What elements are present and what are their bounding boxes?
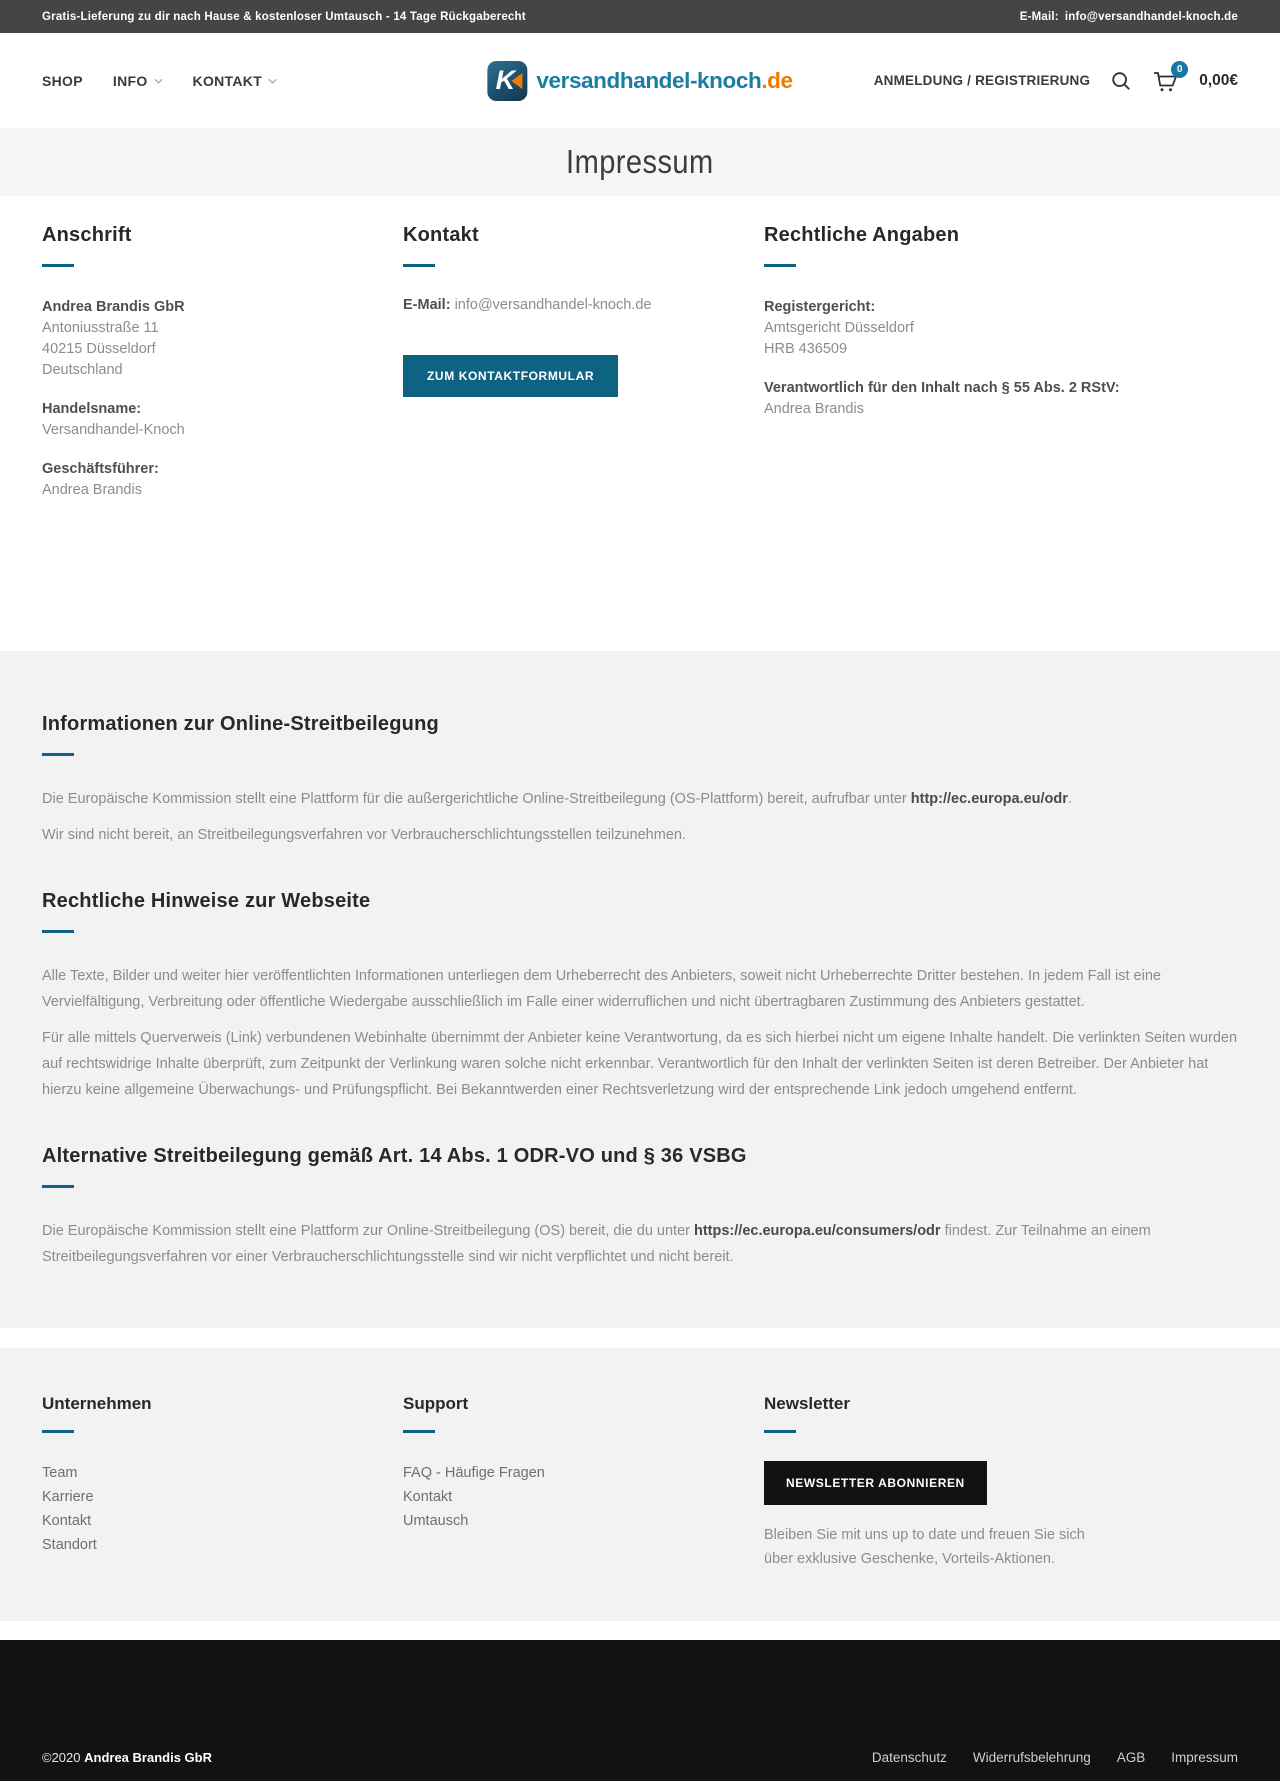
section-heading: Rechtliche Hinweise zur Webseite <box>42 890 371 912</box>
nav-info-label: INFO <box>112 72 148 89</box>
registergericht-line: Amtsgericht Düsseldorf <box>764 320 914 336</box>
section-alternative-streitbeilegung <box>42 1145 1238 1270</box>
logo-k-letter: K <box>495 65 516 95</box>
site-footer <box>0 1348 1280 1621</box>
section-online-streitbeilegung <box>42 713 1238 848</box>
footer-column-support <box>403 1394 764 1571</box>
page-title: Impressum <box>566 143 714 180</box>
handelsname-block <box>42 399 363 441</box>
chevron-down-icon <box>154 78 163 84</box>
bottom-link-impressum[interactable]: Impressum <box>1171 1750 1238 1765</box>
footer-link-kontakt[interactable]: Kontakt <box>42 1513 92 1529</box>
paragraph-text: findest. Zur Teilnahme an einem Streitbeilegungsverfahren vor einer Verbraucherschlichtungsstelle sind wir nicht verpflichtet und nicht bereit. <box>42 1223 1151 1265</box>
paragraph-text: Die Europäische Kommission stellt eine Plattform zur Online-Streitbeilegung (OS) bereit, die du unter <box>42 1223 694 1239</box>
copyright-year: ©2020 <box>42 1750 85 1765</box>
geschaeftsfuehrer-label: Geschäftsführer: <box>42 461 159 477</box>
nav-item-kontakt[interactable] <box>193 73 278 89</box>
footer-link-standort[interactable]: Standort <box>42 1537 97 1553</box>
paragraph <box>42 786 1238 812</box>
bottom-link-widerrufsbelehrung[interactable]: Widerrufsbelehrung <box>972 1750 1091 1765</box>
promo-text: Gratis-Lieferung zu dir nach Hause & kostenloser Umtausch - 14 Tage Rückgaberecht <box>42 10 526 23</box>
verantwortlich-value: Andrea Brandis <box>764 401 864 417</box>
geschaeftsfuehrer-value: Andrea Brandis <box>42 482 142 498</box>
footer-heading: Support <box>403 1394 469 1413</box>
cart-button[interactable] <box>1152 63 1183 93</box>
paragraph: Für alle mittels Querverweis (Link) verbundenen Webinhalte übernimmt der Anbieter keine Verantwortung, da es sich hierbei nicht um eigene Inhalte handelt. Die verlinkten Seiten wurden auf rechtswidrige Inhalte überprüft, zum Zeitpunkt der Verlinkung waren solche nicht erkennbar. Verantwortlich für den Inhalt der verlinkten Seiten ist deren Betreiber. Der Anbieter hat hierzu keine allgemeine Überwachungs- und Prüfungspflicht. Bei Bekanntwerden einer Rechtsverletzung wird der entsprechende Link jedoch umgehend entfernt. <box>42 1030 1238 1098</box>
nav-kontakt-label: KONTAKT <box>192 72 263 89</box>
handelsname-value: Versandhandel-Knoch <box>42 422 185 438</box>
logo-arrow-icon <box>511 73 522 89</box>
company-name: Andrea Brandis GbR <box>42 299 185 315</box>
accent-rule <box>42 264 74 267</box>
section-heading: Informationen zur Online-Streitbeilegung <box>42 713 439 735</box>
accent-rule <box>42 753 74 756</box>
legal-section <box>0 651 1280 1328</box>
paragraph: Alle Texte, Bilder und weiter hier veröffentlichten Informationen unterliegen dem Urheberrecht des Anbieters, soweit nicht Urheberrechte Dritter bestehen. In jedem Fall ist eine Vervielfältigung, Verbreitung oder öffentliche Wiedergabe ausschließlich im Falle einer widerruflichen und nicht übertragbaren Zustimmung des Anbieters gestattet. <box>42 968 1161 1010</box>
logo-tld: .de <box>761 67 793 93</box>
logo-k-icon <box>487 61 527 101</box>
nav-shop-label: SHOP <box>42 72 83 89</box>
kontakt-email-label: E-Mail: <box>403 297 451 313</box>
nav-item-info[interactable] <box>113 73 163 89</box>
bottom-bar <box>0 1640 1280 1781</box>
cart-count-badge: 0 <box>1171 61 1188 78</box>
kontaktformular-button[interactable]: ZUM KONTAKTFORMULAR <box>403 355 618 397</box>
logo-text <box>536 68 792 94</box>
bottom-links <box>872 1750 1238 1765</box>
address-line: 40215 Düsseldorf <box>42 341 156 357</box>
rechtliche-heading: Rechtliche Angaben <box>764 224 960 246</box>
kontakt-email-link[interactable]: info@versandhandel-knoch.de <box>454 297 652 313</box>
copyright <box>42 1750 212 1765</box>
kontakt-email-row <box>403 297 724 313</box>
accent-rule <box>42 930 74 933</box>
accent-rule <box>764 1430 796 1433</box>
accent-rule <box>403 1430 435 1433</box>
footer-column-unternehmen <box>42 1394 403 1571</box>
handelsname-label: Handelsname: <box>42 401 142 417</box>
logo-domain: versandhandel-knoch <box>536 67 762 93</box>
accent-rule <box>42 1430 74 1433</box>
column-rechtliche-angaben <box>764 224 1238 501</box>
top-bar <box>0 0 1280 33</box>
topbar-email <box>1020 11 1238 23</box>
email-link[interactable]: info@versandhandel-knoch.de <box>1064 10 1238 23</box>
search-icon <box>1110 70 1132 92</box>
column-anschrift <box>42 224 403 501</box>
geschaeftsfuehrer-block <box>42 459 363 501</box>
impressum-columns <box>0 196 1280 651</box>
paragraph-text: Die Europäische Kommission stellt eine Plattform für die außergerichtliche Online-Streitbeilegung (OS-Plattform) bereit, aufrufbar unter <box>42 791 911 807</box>
paragraph-text: . <box>1067 791 1072 807</box>
footer-column-newsletter <box>764 1394 1238 1571</box>
address-line: Antoniusstraße 11 <box>42 320 159 336</box>
email-label: E-Mail: <box>1019 10 1059 23</box>
registergericht-line: HRB 436509 <box>764 341 848 357</box>
nav-item-shop[interactable] <box>42 73 83 89</box>
column-kontakt <box>403 224 764 501</box>
copyright-name: Andrea Brandis GbR <box>84 1750 212 1765</box>
bottom-link-datenschutz[interactable]: Datenschutz <box>871 1750 947 1765</box>
registergericht-label: Registergericht: <box>764 299 876 315</box>
footer-heading: Unternehmen <box>42 1394 152 1413</box>
footer-heading: Newsletter <box>764 1394 850 1413</box>
accent-rule <box>764 264 796 267</box>
header-actions <box>873 63 1238 93</box>
main-nav <box>42 73 277 89</box>
accent-rule <box>403 264 435 267</box>
newsletter-text: Bleiben Sie mit uns up to date und freuen Sie sich über exklusive Geschenke, Vorteils-Aktionen. <box>764 1527 1085 1567</box>
paragraph <box>42 1218 1238 1270</box>
footer-link-umtausch[interactable]: Umtausch <box>403 1513 469 1529</box>
site-header <box>0 33 1280 128</box>
paragraph: Wir sind nicht bereit, an Streitbeilegungsverfahren vor Verbraucherschlichtungsstellen teilzunehmen. <box>42 827 686 843</box>
footer-link-karriere[interactable]: Karriere <box>42 1489 94 1505</box>
accent-rule <box>42 1185 74 1188</box>
footer-link-faq[interactable]: FAQ - Häufige Fragen <box>403 1465 545 1481</box>
footer-link-kontakt[interactable]: Kontakt <box>403 1489 453 1505</box>
section-rechtliche-hinweise <box>42 890 1238 1103</box>
footer-link-team[interactable]: Team <box>42 1465 78 1481</box>
odr-link[interactable]: http://ec.europa.eu/odr <box>910 791 1068 807</box>
verantwortlich-label: Verantwortlich für den Inhalt nach § 55 Abs. 2 RStV: <box>764 380 1120 396</box>
page-title-band <box>0 128 1280 196</box>
search-button[interactable] <box>1110 70 1132 92</box>
cart-total: 0,00€ <box>1199 71 1238 89</box>
newsletter-subscribe-button[interactable]: NEWSLETTER ABONNIEREN <box>764 1461 987 1505</box>
section-heading: Alternative Streitbeilegung gemäß Art. 14 Abs. 1 ODR-VO und § 36 VSBG <box>42 1145 747 1167</box>
bottom-link-agb[interactable]: AGB <box>1116 1750 1146 1765</box>
chevron-down-icon <box>268 78 277 84</box>
verantwortlich-block <box>764 378 1198 420</box>
address-line: Deutschland <box>42 362 123 378</box>
kontakt-heading: Kontakt <box>403 224 479 246</box>
consumers-odr-link[interactable]: https://ec.europa.eu/consumers/odr <box>694 1223 941 1239</box>
anschrift-heading: Anschrift <box>42 224 132 246</box>
account-link[interactable]: ANMELDUNG / REGISTRIERUNG <box>873 73 1091 88</box>
logo[interactable] <box>487 61 792 101</box>
